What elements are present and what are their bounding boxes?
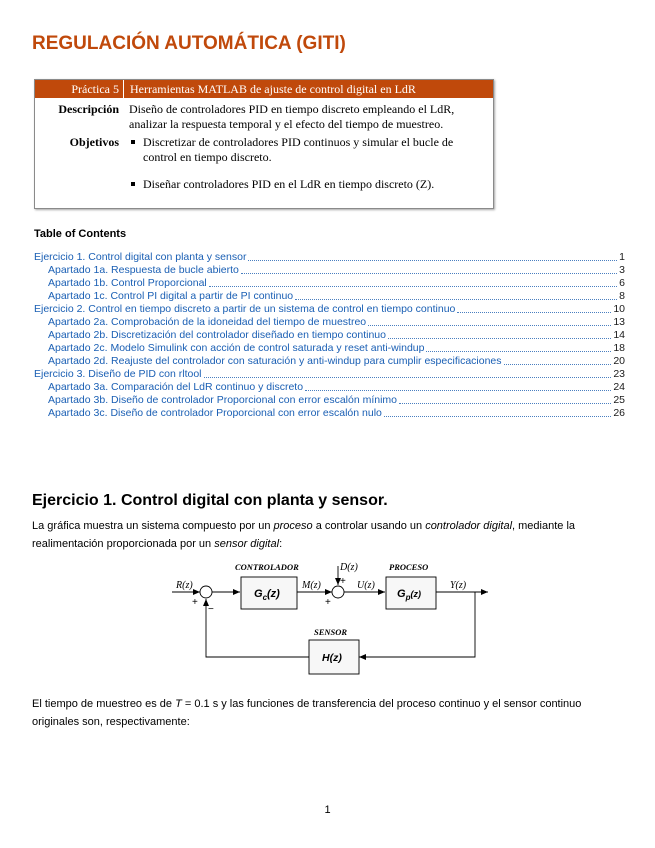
toc-page-number: 1 [619, 251, 625, 263]
m-signal-label: M(z) [302, 580, 321, 591]
objective-item [129, 177, 489, 192]
toc-leader [248, 251, 617, 261]
toc-leader [209, 277, 617, 287]
toc-link-text: Apartado 3b. Diseño de controlador Proporcional con error escalón mínimo [48, 394, 398, 406]
objectives-list [129, 135, 489, 192]
toc-link-text: Apartado 1b. Control Proporcional [48, 277, 207, 289]
toc-link-apartado-2a[interactable] [34, 316, 625, 329]
tf-argument: (z) [267, 588, 280, 600]
summing-junction-2 [332, 586, 344, 598]
toc-leader [295, 290, 617, 300]
toc-leader [426, 342, 611, 352]
practice-label: Práctica 5 [35, 80, 124, 98]
toc-page-number: 3 [619, 264, 625, 276]
minus-sign-1: − [208, 604, 214, 615]
text-run: , mediante la realimentación proporcionada por un [32, 520, 576, 550]
emphasis-proceso: proceso [273, 520, 313, 532]
y-signal-label: Y(z) [450, 580, 467, 591]
emphasis-T: T [175, 698, 182, 710]
toc-leader [457, 303, 611, 313]
objectives-list-wrap [123, 135, 489, 192]
toc-link-text: Ejercicio 2. Control en tiempo discreto a partir de un sistema de control en tiempo continuo [34, 303, 456, 315]
practice-title: Herramientas MATLAB de ajuste de control digital en LdR [130, 82, 416, 96]
toc-link-text: Ejercicio 3. Diseño de PID con rltool [34, 368, 202, 380]
tf-argument: (z) [410, 589, 421, 599]
toc-link-text: Apartado 1a. Respuesta de bucle abierto [48, 264, 239, 276]
objectives-row [35, 135, 493, 192]
page-number: 1 [324, 804, 331, 816]
tf-symbol: G [397, 588, 406, 600]
objective-item [129, 135, 489, 165]
sensor-transfer-function: H(z) [322, 652, 342, 664]
objectives-label: Objetivos [69, 135, 119, 149]
d-signal-label: D(z) [340, 562, 358, 573]
emphasis-sensor: sensor digital [214, 538, 280, 550]
toc-link-text: Apartado 2c. Modelo Simulink con acción de control saturada y reset anti-windup [48, 342, 425, 354]
text-run: = 0.1 s y las funciones de transferencia del proceso continuo y el sensor continuo originales son, respectivamente: [32, 698, 582, 728]
practice-info-box [34, 79, 494, 209]
emphasis-controlador: controlador digital [425, 520, 513, 532]
toc-page-number: 13 [613, 316, 625, 328]
toc-link-apartado-3a[interactable] [34, 381, 625, 394]
toc-leader [204, 368, 612, 378]
text-run: La gráfica muestra un sistema compuesto por un [32, 520, 274, 532]
summing-junction-1 [200, 586, 212, 598]
toc-page-number: 6 [619, 277, 625, 289]
description-label: Descripción [58, 102, 119, 116]
toc-link-apartado-1b[interactable] [34, 277, 625, 290]
sensor-label: SENSOR [314, 627, 348, 637]
proceso-label: PROCESO [389, 562, 429, 572]
table-of-contents [34, 251, 625, 420]
toc-link-text: Apartado 1c. Control PI digital a partir de PI continuo [48, 290, 294, 302]
toc-page-number: 14 [613, 329, 625, 341]
toc-link-apartado-1a[interactable] [34, 264, 625, 277]
toc-page-number: 25 [613, 394, 625, 406]
bullet-icon [131, 182, 135, 186]
document-title: REGULACIÓN AUTOMÁTICA (GITI) [32, 33, 346, 54]
toc-link-text: Apartado 2d. Reajuste del controlador con saturación y anti-windup para cumplir especificaciones [48, 355, 502, 367]
toc-link-apartado-3b[interactable] [34, 394, 625, 407]
toc-link-apartado-2c[interactable] [34, 342, 625, 355]
plus-sign-3: + [340, 576, 346, 587]
tf-subscript: c [262, 593, 268, 602]
toc-link-apartado-3c[interactable] [34, 407, 625, 420]
toc-leader [384, 407, 611, 417]
controller-transfer-function [254, 588, 280, 602]
plus-sign-2: + [325, 597, 331, 608]
toc-link-text: Apartado 3a. Comparación del LdR continuo y discreto [48, 381, 304, 393]
text-run: : [279, 538, 283, 550]
toc-leader [388, 329, 611, 339]
toc-link-text: Apartado 2b. Discretización del controlador diseñado en tiempo continuo [48, 329, 386, 341]
practice-header-row [35, 80, 493, 98]
toc-page-number: 18 [613, 342, 625, 354]
toc-leader [241, 264, 617, 274]
toc-link-text: Ejercicio 1. Control digital con planta y sensor [34, 251, 247, 263]
r-signal-label: R(z) [176, 580, 193, 591]
toc-link-ejercicio-3[interactable] [34, 368, 625, 381]
toc-page-number: 20 [613, 355, 625, 367]
toc-link-text: Apartado 3c. Diseño de controlador Proporcional con error escalón nulo [48, 407, 382, 419]
toc-link-apartado-2b[interactable] [34, 329, 625, 342]
text-run: a controlar usando un [312, 520, 426, 532]
plus-sign-1: + [192, 597, 198, 608]
toc-leader [504, 355, 612, 365]
toc-title: Table of Contents [34, 228, 127, 240]
sampling-paragraph [32, 695, 627, 731]
block-diagram [170, 560, 500, 682]
toc-link-apartado-1c[interactable] [34, 290, 625, 303]
tf-subscript: p [405, 593, 411, 602]
toc-link-apartado-2d[interactable] [34, 355, 625, 368]
controlador-label: CONTROLADOR [235, 562, 299, 572]
toc-page-number: 8 [619, 290, 625, 302]
objective-text: Diseñar controladores PID en el LdR en tiempo discreto (Z). [143, 177, 435, 191]
u-signal-label: U(z) [357, 580, 375, 591]
toc-leader [368, 316, 611, 326]
toc-page-number: 24 [613, 381, 625, 393]
toc-link-text: Apartado 2a. Comprobación de la idoneidad del tiempo de muestreo [48, 316, 367, 328]
text-run: El tiempo de muestreo es de [32, 698, 176, 710]
toc-link-ejercicio-2[interactable] [34, 303, 625, 316]
description-row [35, 102, 493, 132]
toc-leader [399, 394, 611, 404]
bullet-icon [131, 140, 135, 144]
intro-paragraph [32, 517, 627, 553]
toc-page-number: 10 [613, 303, 625, 315]
toc-link-ejercicio-1[interactable] [34, 251, 625, 264]
section-heading: Ejercicio 1. Control digital con planta y sensor. [32, 492, 388, 509]
description-text: Diseño de controladores PID en tiempo discreto empleando el LdR, analizar la respuesta temporal y el efecto del tiempo de muestreo. [129, 102, 455, 131]
tf-symbol: G [254, 588, 263, 600]
toc-page-number: 23 [613, 368, 625, 380]
objective-text: Discretizar de controladores PID continuos y simular el bucle de control en tiempo discreto. [143, 135, 454, 164]
toc-leader [305, 381, 611, 391]
toc-page-number: 26 [613, 407, 625, 419]
